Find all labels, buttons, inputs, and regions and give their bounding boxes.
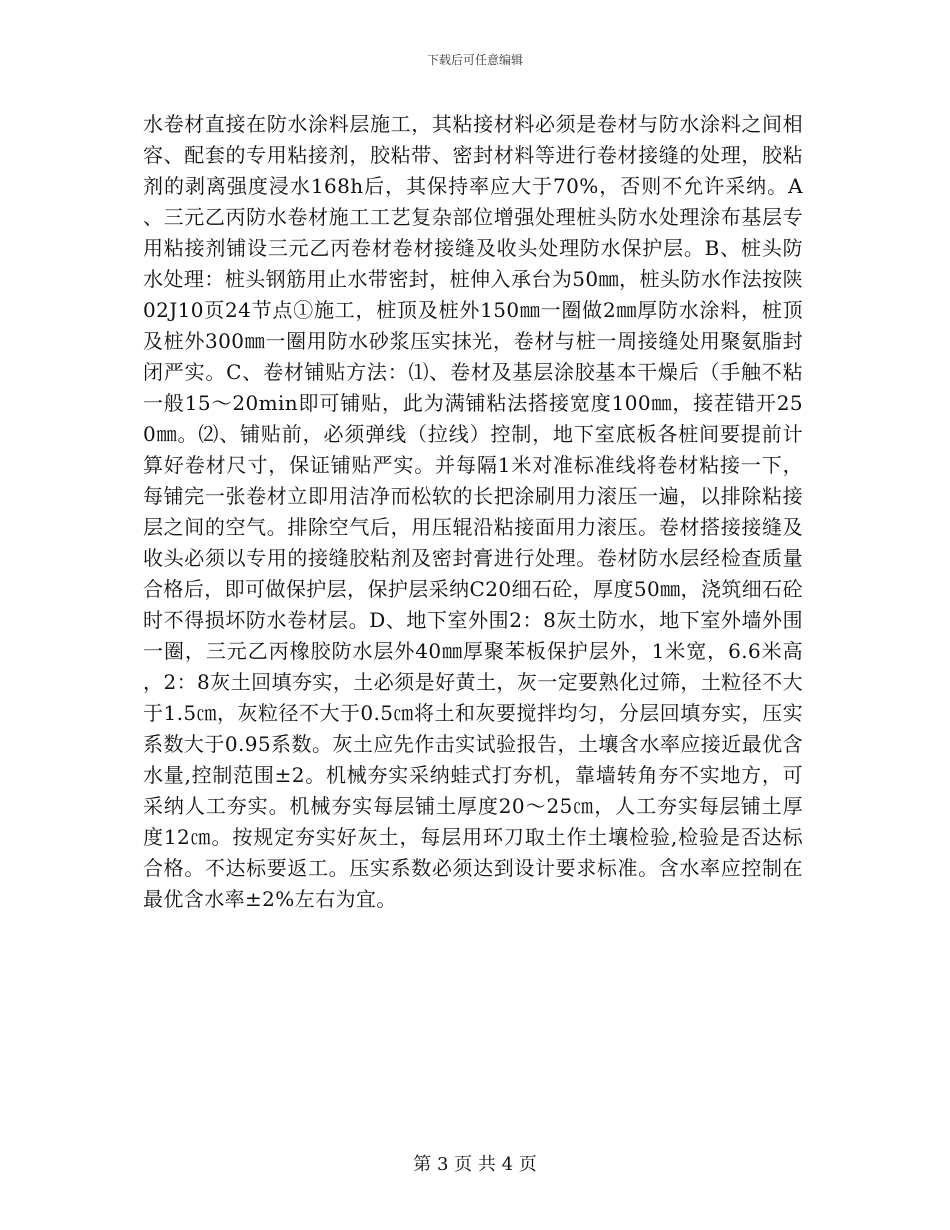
body-paragraph: 水卷材直接在防水涂料层施工，其粘接材料必须是卷材与防水涂料之间相容、配套的专用粘接剂，胶粘带、密封材料等进行卷材接缝的处理，胶粘剂的剥离强度浸水168h后，其保持率应大于70%，否则不允许采纳。A、三元乙丙防水卷材施工工艺复杂部位增强处理桩头防水处理涂布基层专用粘接剂铺设三元乙丙卷材卷材接缝及收头处理防水保护层。B、桩头防水处理：桩头钢筋用止水带密封，桩伸入承台为50㎜，桩头防水作法按陕02J10页24节点①施工，桩顶及桩外150㎜一圈做2㎜厚防水涂料，桩顶及桩外300㎜一圈用防水砂浆压实抹光，卷材与桩一周接缝处用聚氨脂封闭严实。C、卷材铺贴方法：⑴、卷材及基层涂胶基本干燥后（手触不粘一般15～20min即可铺贴，此为满铺粘法搭接宽度100㎜，接茬错开250㎜。⑵、铺贴前，必须弹线（拉线）控制，地下室底板各桩间要提前计算好卷材尺寸，保证铺贴严实。并每隔1米对准标准线将卷材粘接一下，每铺完一张卷材立即用洁净而松软的长把涂刷用力滚压一遍，以排除粘接层之间的空气。排除空气后，用压辊沿粘接面用力滚压。卷材搭接接缝及收头必须以专用的接缝胶粘剂及密封膏进行处理。卷材防水层经检查质量合格后，即可做保护层，保护层采纳C20细石砼，厚度50㎜，浇筑细石砼时不得损坏防水卷材层。D、地下室外围2：8灰土防水，地下室外墙外围一圈，三元乙丙橡胶防水层外40㎜厚聚苯板保护层外，1米宽，6.6米高，2：8灰土回填夯实，土必须是好黄土，灰一定要熟化过筛，土粒径不大于1.5㎝，灰粒径不大于0.5㎝将土和灰要搅拌均匀，分层回填夯实，压实系数大于0.95系数。灰土应先作击实试验报告，土壤含水率应接近最优含水量,控制范围±2。机械夯实采纳蛙式打夯机，靠墙转角夯不实地方，可采纳人工夯实。机械夯实每层铺土厚度20～25㎝，人工夯实每层铺土厚度12㎝。按规定夯实好灰土，每层用环刀取土作土壤检验,检验是否达标合格。不达标要返工。压实系数必须达到设计要求标准。含水率应控制在最优含水率±2%左右为宜。	[143, 112, 803, 911]
page-header-note: 下载后可任意编辑	[426, 53, 523, 67]
page-number-footer: 第 3 页 共 4 页	[413, 1154, 537, 1175]
